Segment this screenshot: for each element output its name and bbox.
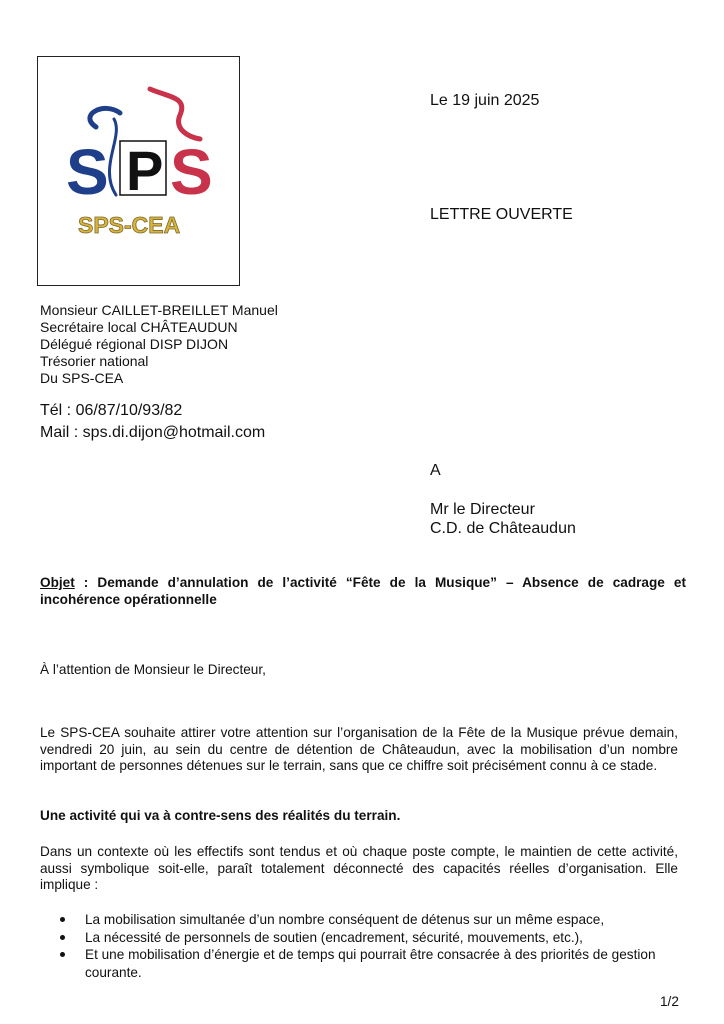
logo-letter-s1: S <box>66 136 109 208</box>
logo <box>37 56 240 286</box>
sender-line: Monsieur CAILLET-BREILLET Manuel <box>40 302 278 318</box>
sender-line: Trésorier national <box>40 353 149 369</box>
bullet-icon <box>60 935 65 940</box>
letter-date: Le 19 juin 2025 <box>430 92 540 109</box>
logo-letter-p: P <box>126 139 164 202</box>
list-item: La mobilisation simultanée d’un nombre conséquent de détenus sur un même espace, <box>58 911 678 929</box>
recipient-block <box>430 500 576 538</box>
subject-line <box>40 574 686 608</box>
recipient-prefix: A <box>430 462 441 479</box>
sender-line: Secrétaire local CHÂTEAUDUN <box>40 319 238 335</box>
logo-subtext: SPS-CEA <box>78 212 181 238</box>
sender-line: Du SPS-CEA <box>40 370 124 386</box>
body-paragraph: Dans un contexte où les effectifs sont tendus et où chaque poste compte, le maintien de cette activité, aussi symbolique soit-elle, paraît totalement déconnecté des capacités réelles d’organisation. Elle implique : <box>40 844 678 892</box>
bullet-list <box>58 911 678 981</box>
sender-block <box>40 302 278 387</box>
sps-logo-graphic <box>38 57 241 287</box>
logo-letter-s2: S <box>170 136 213 208</box>
subject-label: Objet <box>40 575 75 590</box>
page-number: 1/2 <box>660 994 679 1009</box>
sender-phone: Tél : 06/87/10/93/82 <box>40 402 183 419</box>
recipient-name: Mr le Directeur <box>430 501 535 518</box>
list-item: Et une mobilisation d’énergie et de temps qui pourrait être consacrée à des priorités de gestion courante. <box>58 946 678 981</box>
recipient-institution: C.D. de Châteaudun <box>430 520 576 537</box>
body-paragraph: Le SPS-CEA souhaite attirer votre attention sur l’organisation de la Fête de la Musique prévue demain, vendredi 20 juin, au sein du centre de détention de Châteaudun, avec la mobilisation d’un nombre important de personnes détenues sur le terrain, sans que ce chiffre soit précisément connu à ce stade. <box>40 725 678 773</box>
sender-email: Mail : sps.di.dijon@hotmail.com <box>40 424 266 441</box>
document-type: LETTRE OUVERTE <box>430 206 573 223</box>
bullet-icon <box>60 917 65 922</box>
section-heading: Une activité qui va à contre-sens des réalités du terrain. <box>40 808 401 823</box>
bullet-icon <box>60 952 65 957</box>
subject-text: : Demande d’annulation de l’activité “Fête de la Musique” – Absence de cadrage et incohérence opérationnelle <box>40 575 686 607</box>
salutation: À l’attention de Monsieur le Directeur, <box>40 662 266 677</box>
contact-block <box>40 400 265 444</box>
sender-line: Délégué régional DISP DIJON <box>40 336 229 352</box>
list-item: La nécessité de personnels de soutien (encadrement, sécurité, mouvements, etc.), <box>58 929 678 947</box>
